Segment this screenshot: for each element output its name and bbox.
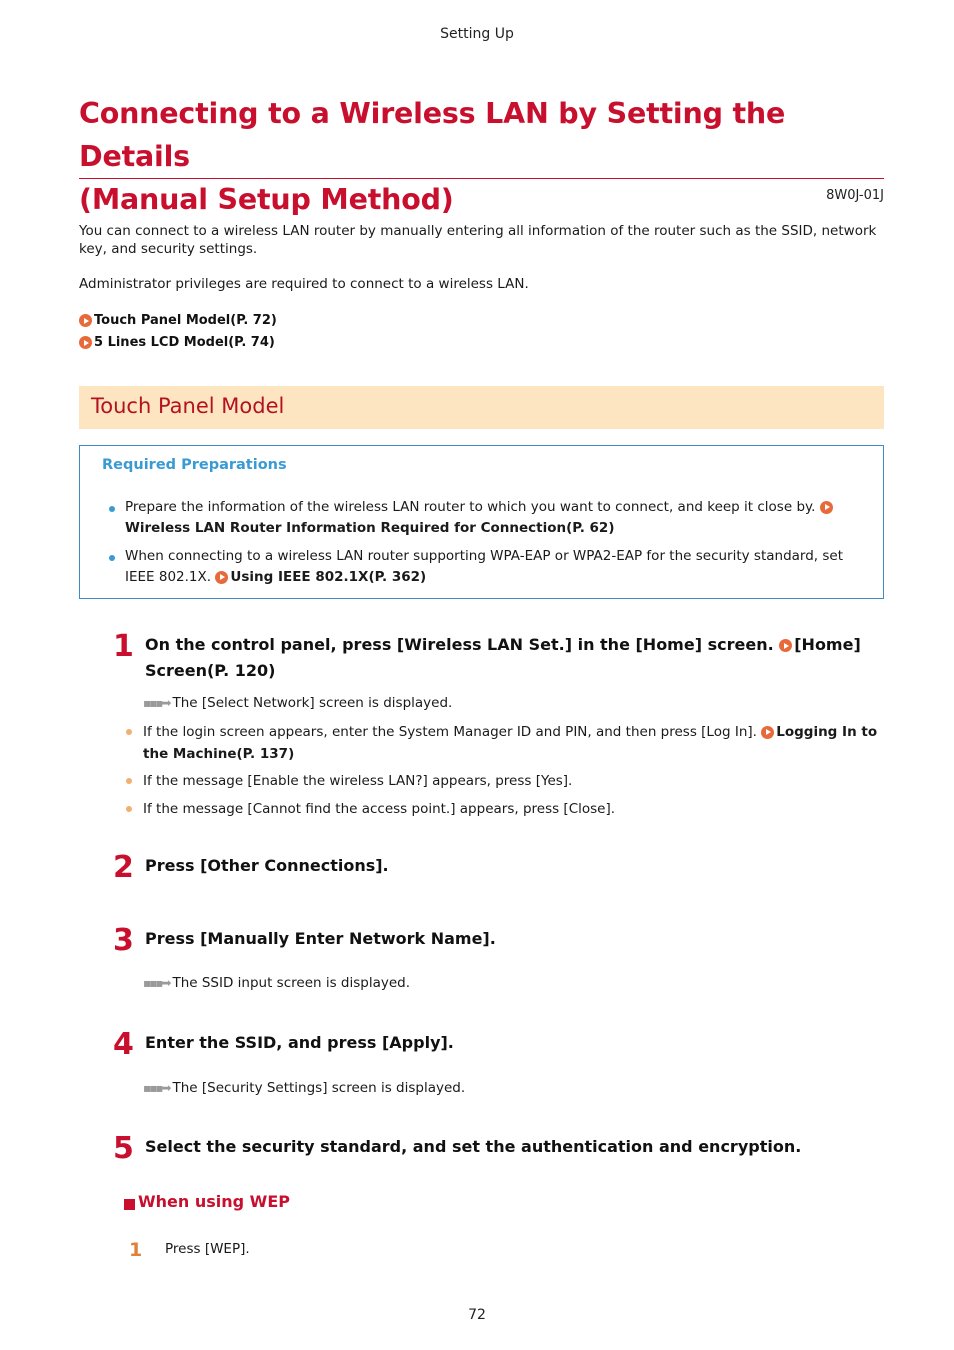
preparation-item (125, 497, 865, 539)
step-note: If the message [Cannot find the access point.] appears, press [Close]. (143, 801, 616, 817)
step-text (145, 632, 865, 684)
step-result-text: The SSID input screen is displayed. (172, 975, 411, 991)
intro-paragraph-1: You can connect to a wireless LAN router by manually entering all information of the router such as the SSID, network key, and security settings. (79, 223, 877, 257)
step-note-text: If the login screen appears, enter the System Manager ID and PIN, and then press [Log In]. (143, 724, 757, 740)
substep-text: Press [WEP]. (165, 1241, 250, 1257)
step-note: If the message [Enable the wireless LAN?] appears, press [Yes]. (143, 773, 573, 789)
step-text: Select the security standard, and set the authentication and encryption. (145, 1137, 802, 1156)
link-touch-panel-model[interactable] (79, 313, 277, 328)
preparation-item-text: Prepare the information of the wireless LAN router to which you want to connect, and keep it close by. (125, 499, 816, 515)
step-number: 5 (113, 1131, 134, 1166)
running-header: Setting Up (440, 26, 514, 42)
preparation-item-link[interactable]: Using IEEE 802.1X(P. 362) (230, 569, 427, 585)
page-title (79, 92, 884, 221)
result-arrow-icon: ▪▪▪➡ (143, 976, 170, 990)
result-arrow-icon: ▪▪▪➡ (143, 1081, 170, 1095)
step-note-link[interactable]: Logging In to the Machine(P. 137) (143, 724, 878, 762)
preparation-item-link[interactable]: Wireless LAN Router Information Required for Connection(P. 62) (125, 520, 615, 536)
title-divider (79, 178, 884, 179)
step-result (143, 975, 410, 991)
step-link[interactable]: [Home] Screen(P. 120) (145, 635, 861, 680)
step-number: 3 (113, 923, 134, 958)
preparation-item-text: When connecting to a wireless LAN router supporting WPA-EAP or WPA2-EAP for the security standard, set IEEE 802.1X. (125, 548, 844, 585)
step-number: 1 (113, 629, 134, 664)
step-text: Press [Manually Enter Network Name]. (145, 929, 496, 948)
step-text: Press [Other Connections]. (145, 856, 389, 875)
link-arrow-icon (820, 501, 833, 514)
link-arrow-icon (761, 726, 774, 739)
page-number: 72 (468, 1307, 486, 1323)
link-arrow-icon (79, 314, 92, 327)
document-code: 8W0J-01J (826, 188, 884, 203)
link-label: Touch Panel Model(P. 72) (94, 313, 277, 328)
link-arrow-icon (779, 639, 792, 652)
note-bullet-icon (126, 806, 132, 812)
step-result (143, 695, 452, 711)
note-bullet-icon (126, 778, 132, 784)
subsection-title: When using WEP (138, 1192, 290, 1211)
page-title-line-2: (Manual Setup Method) (79, 183, 454, 216)
intro-paragraph-2: Administrator privileges are required to connect to a wireless LAN. (79, 276, 529, 292)
page-title-line-1: Connecting to a Wireless LAN by Setting the Details (79, 97, 786, 173)
result-arrow-icon: ▪▪▪➡ (143, 696, 170, 710)
required-preparations-title: Required Preparations (102, 457, 287, 473)
link-arrow-icon (79, 336, 92, 349)
section-title: Touch Panel Model (91, 394, 285, 418)
bullet-icon (109, 555, 115, 561)
step-result (143, 1080, 465, 1096)
bullet-icon (109, 506, 115, 512)
step-result-text: The [Select Network] screen is displayed. (172, 695, 453, 711)
step-number: 4 (113, 1027, 134, 1062)
link-label: 5 Lines LCD Model(P. 74) (94, 335, 275, 350)
step-note (143, 721, 883, 765)
link-arrow-icon (215, 571, 228, 584)
link-5-lines-lcd-model[interactable] (79, 335, 275, 350)
note-bullet-icon (126, 729, 132, 735)
step-instruction: On the control panel, press [Wireless LAN Set.] in the [Home] screen. (145, 635, 774, 654)
step-number: 2 (113, 850, 134, 885)
preparation-item (125, 546, 865, 588)
substep-number: 1 (129, 1239, 143, 1261)
step-result-text: The [Security Settings] screen is displayed. (172, 1080, 466, 1096)
subsection-square-icon (124, 1199, 135, 1210)
step-text: Enter the SSID, and press [Apply]. (145, 1033, 454, 1052)
